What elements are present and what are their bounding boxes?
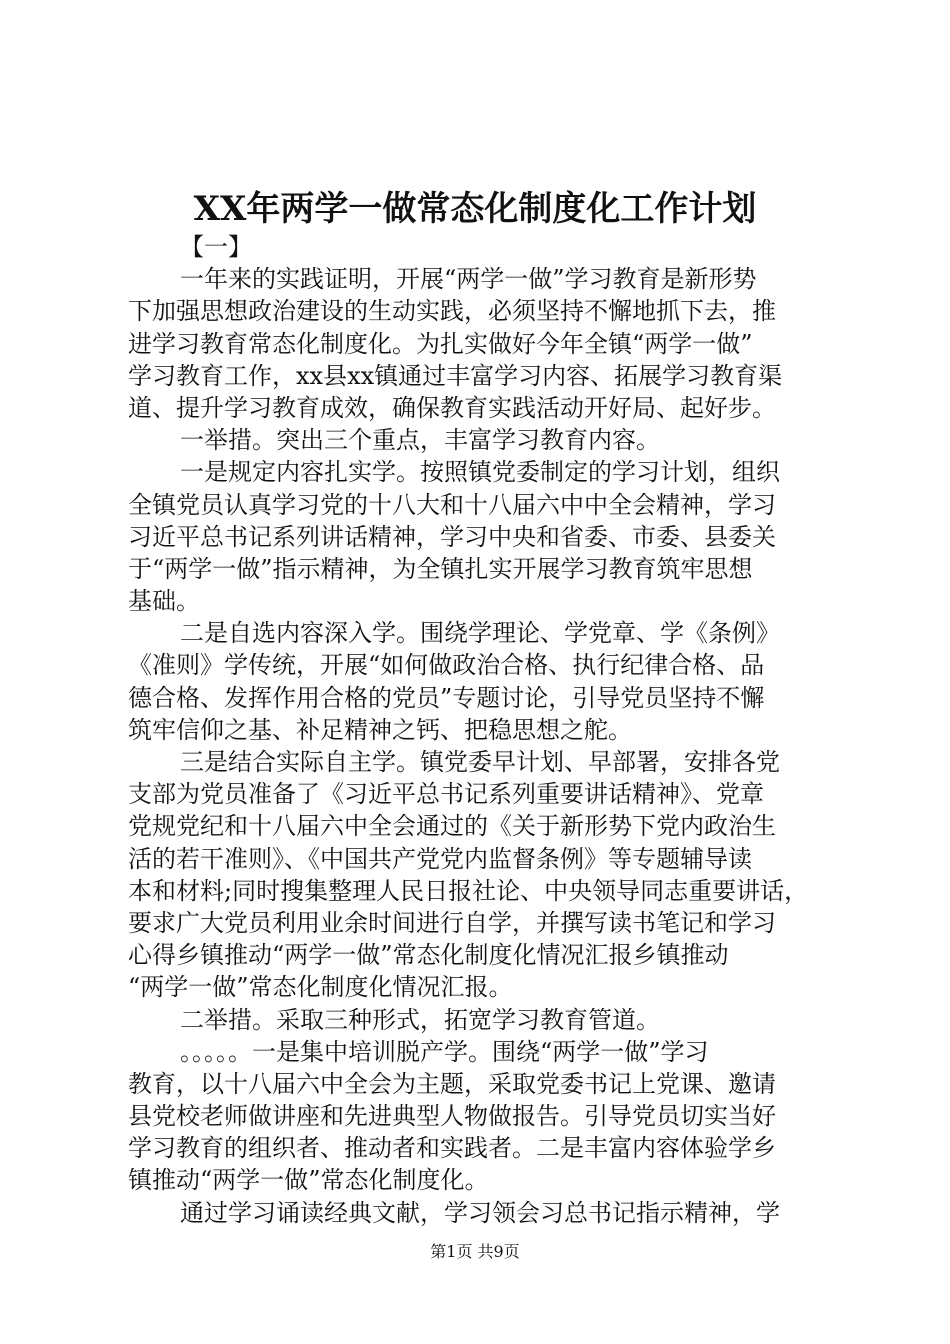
document-title: XX年两学一做常态化制度化工作计划 bbox=[193, 189, 757, 229]
paragraph-line: 习近平总书记系列讲话精神，学习中央和省委、市委、县委关 bbox=[128, 522, 776, 551]
paragraph-line: 三是结合实际自主学。镇党委早计划、早部署，安排各党 bbox=[180, 748, 780, 776]
paragraph-line: 一举措。突出三个重点，丰富学习教育内容。 bbox=[180, 426, 660, 455]
paragraph-line: 全镇党员认真学习党的十八大和十八届六中中全会精神，学习 bbox=[128, 490, 776, 519]
paragraph-line: 镇推动“两学一做”常态化制度化。 bbox=[128, 1166, 489, 1195]
paragraph-line: 学习教育工作，xx县xx镇通过丰富学习内容、拓展学习教育渠 bbox=[128, 361, 783, 390]
paragraph-line: 心得乡镇推动“两学一做”常态化制度化情况汇报乡镇推动 bbox=[128, 941, 729, 970]
paragraph-line: 县党校老师做讲座和先进典型人物做报告。引导党员切实当好 bbox=[128, 1102, 776, 1131]
paragraph-line: 进学习教育常态化制度化。为扎实做好今年全镇“两学一做” bbox=[128, 329, 753, 358]
paragraph-line: 本和材料;同时搜集整理人民日报社论、中央领导同志重要讲话， bbox=[128, 876, 809, 905]
paragraph-line: 支部为党员准备了《习近平总书记系列重要讲话精神》、党章 bbox=[128, 780, 764, 809]
paragraph-line: 党规党纪和十八届六中全会通过的《关于新形势下党内政治生 bbox=[128, 812, 776, 841]
page-number: 第1页 共9页 bbox=[430, 1242, 520, 1261]
paragraph-line: 一是规定内容扎实学。按照镇党委制定的学习计划，组织 bbox=[180, 458, 780, 487]
paragraph-line: 德合格、发挥作用合格的党员”专题讨论，引导党员坚持不懈 bbox=[128, 683, 765, 712]
paragraph-line: 于“两学一做”指示精神，为全镇扎实开展学习教育筑牢思想 bbox=[128, 554, 753, 583]
paragraph-line: 《准则》学传统，开展“如何做政治合格、执行纪律合格、品 bbox=[128, 651, 765, 680]
paragraph-line: 下加强思想政治建设的生动实践，必须坚持不懈地抓下去，推 bbox=[128, 297, 776, 326]
paragraph-line: 二举措。采取三种形式，拓宽学习教育管道。 bbox=[180, 1005, 660, 1034]
paragraph-line: “两学一做”常态化制度化情况汇报。 bbox=[128, 973, 513, 1002]
paragraph-line: 道、提升学习教育成效，确保教育实践活动开好局、起好步。 bbox=[128, 393, 776, 422]
paragraph-line: 二是自选内容深入学。围绕学理论、学党章、学《条例》 bbox=[180, 619, 780, 648]
paragraph-line: 。。。。。一是集中培训脱产学。围绕“两学一做”学习 bbox=[180, 1037, 709, 1066]
paragraph-line: 通过学习诵读经典文献，学习领会习总书记指示精神，学 bbox=[180, 1198, 780, 1227]
paragraph-line: 教育，以十八届六中全会为主题，采取党委书记上党课、邀请 bbox=[128, 1069, 776, 1098]
paragraph-line: 筑牢信仰之基、补足精神之钙、把稳思想之舵。 bbox=[128, 715, 632, 744]
paragraph-line: 基础。 bbox=[128, 587, 200, 616]
section-heading: 【一】 bbox=[180, 233, 252, 261]
paragraph-line: 要求广大党员利用业余时间进行自学，并撰写读书笔记和学习 bbox=[128, 908, 776, 937]
paragraph-line: 学习教育的组织者、推动者和实践者。二是丰富内容体验学乡 bbox=[128, 1134, 776, 1163]
paragraph-line: 活的若干准则》、《中国共产党党内监督条例》等专题辅导读 bbox=[128, 844, 752, 873]
paragraph-line: 一年来的实践证明，开展“两学一做”学习教育是新形势 bbox=[180, 265, 757, 294]
document-body bbox=[128, 231, 828, 1229]
